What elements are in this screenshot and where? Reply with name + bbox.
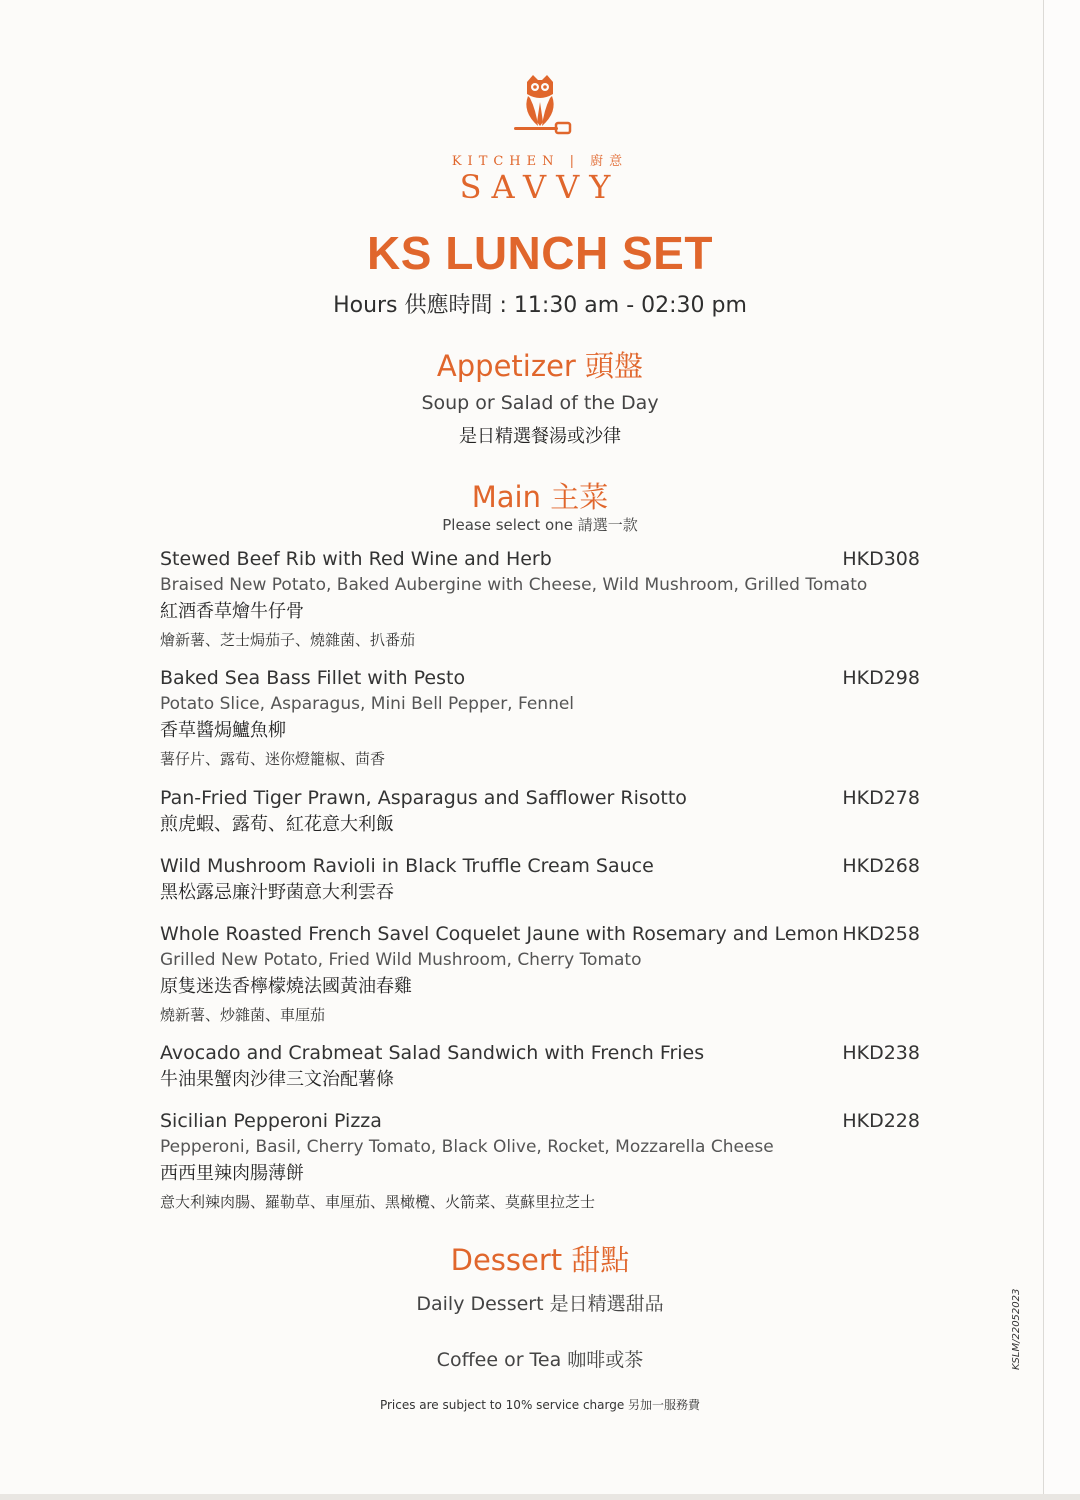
item-name-zh: 西西里辣肉腸薄餅 <box>160 1163 304 1184</box>
item-name-zh: 牛油果蟹肉沙律三文治配薯條 <box>160 1069 394 1090</box>
dessert-line: Daily Dessert 是日精選甜品 <box>416 1293 664 1315</box>
appetizer-line-en: Soup or Salad of the Day <box>421 392 659 414</box>
owl-with-spatula-icon <box>0 72 1080 142</box>
brand-name: SAVVY <box>459 168 621 206</box>
item-price: HKD298 <box>842 667 920 689</box>
item-name-zh: 香草醬焗鱸魚柳 <box>160 720 286 741</box>
menu-item <box>160 1040 920 1094</box>
item-price: HKD278 <box>842 787 920 809</box>
item-price: HKD238 <box>842 1042 920 1064</box>
main-select-note: Please select one 請選一款 <box>442 516 638 534</box>
item-price: HKD258 <box>842 923 920 945</box>
page-edge-bottom <box>0 1494 1080 1500</box>
appetizer-heading: Appetizer 頭盤 <box>436 349 644 383</box>
coffee-tea-line: Coffee or Tea 咖啡或茶 <box>436 1349 644 1371</box>
item-description-zh: 燒新薯、炒雜菌、車厘茄 <box>160 1006 326 1024</box>
menu-code: KSLM/22052023 <box>1011 1288 1022 1370</box>
item-description: Grilled New Potato, Fried Wild Mushroom, Cherry Tomato <box>160 950 642 970</box>
item-price: HKD268 <box>842 855 920 877</box>
item-name: Whole Roasted French Savel Coquelet Jaune with Rosemary and Lemon <box>160 923 839 945</box>
menu-item <box>160 785 920 839</box>
item-description: Braised New Potato, Baked Aubergine with Cheese, Wild Mushroom, Grilled Tomato <box>160 575 868 595</box>
service-charge-note: Prices are subject to 10% service charge 另加一服務費 <box>379 1398 701 1412</box>
item-price: HKD228 <box>842 1110 920 1132</box>
item-name: Avocado and Crabmeat Salad Sandwich with French Fries <box>160 1042 705 1064</box>
menu-item <box>160 546 920 654</box>
item-name-zh: 黑松露忌廉汁野菌意大利雲吞 <box>160 882 394 903</box>
item-name-zh: 紅酒香草燴牛仔骨 <box>160 601 304 622</box>
item-description: Potato Slice, Asparagus, Mini Bell Pepper, Fennel <box>160 694 575 714</box>
menu-item <box>160 921 920 1029</box>
item-description-zh: 意大利辣肉腸、羅勒草、車厘茄、黑橄欖、火箭菜、莫蘇里拉芝士 <box>160 1193 596 1211</box>
brand-subtitle: KITCHEN | 廚意 <box>451 154 629 169</box>
item-description: Pepperoni, Basil, Cherry Tomato, Black Olive, Rocket, Mozzarella Cheese <box>160 1137 774 1157</box>
main-heading: Main 主菜 <box>471 480 609 514</box>
item-name: Sicilian Pepperoni Pizza <box>160 1110 382 1132</box>
item-name: Baked Sea Bass Fillet with Pesto <box>160 667 466 689</box>
item-price: HKD308 <box>842 548 920 570</box>
item-name-zh: 原隻迷迭香檸檬燒法國黃油春雞 <box>160 976 412 997</box>
menu-item <box>160 665 920 773</box>
page-title: KS LUNCH SET <box>367 227 713 279</box>
menu-item <box>160 853 920 907</box>
item-name-zh: 煎虎蝦、露荀、紅花意大利飯 <box>160 814 394 835</box>
item-name: Stewed Beef Rib with Red Wine and Herb <box>160 548 552 570</box>
appetizer-line-zh: 是日精選餐湯或沙律 <box>459 426 621 447</box>
service-hours: Hours 供應時間 : 11:30 am - 02:30 pm <box>333 293 747 318</box>
item-description-zh: 薯仔片、露荀、迷你燈籠椒、茴香 <box>160 750 386 768</box>
menu-item <box>160 1108 920 1216</box>
item-description-zh: 燴新薯、芝士焗茄子、燒雜菌、扒番茄 <box>160 631 416 649</box>
dessert-heading: Dessert 甜點 <box>450 1243 630 1277</box>
item-name: Pan-Fried Tiger Prawn, Asparagus and Safflower Risotto <box>160 787 687 809</box>
item-name: Wild Mushroom Ravioli in Black Truffle Cream Sauce <box>160 855 654 877</box>
